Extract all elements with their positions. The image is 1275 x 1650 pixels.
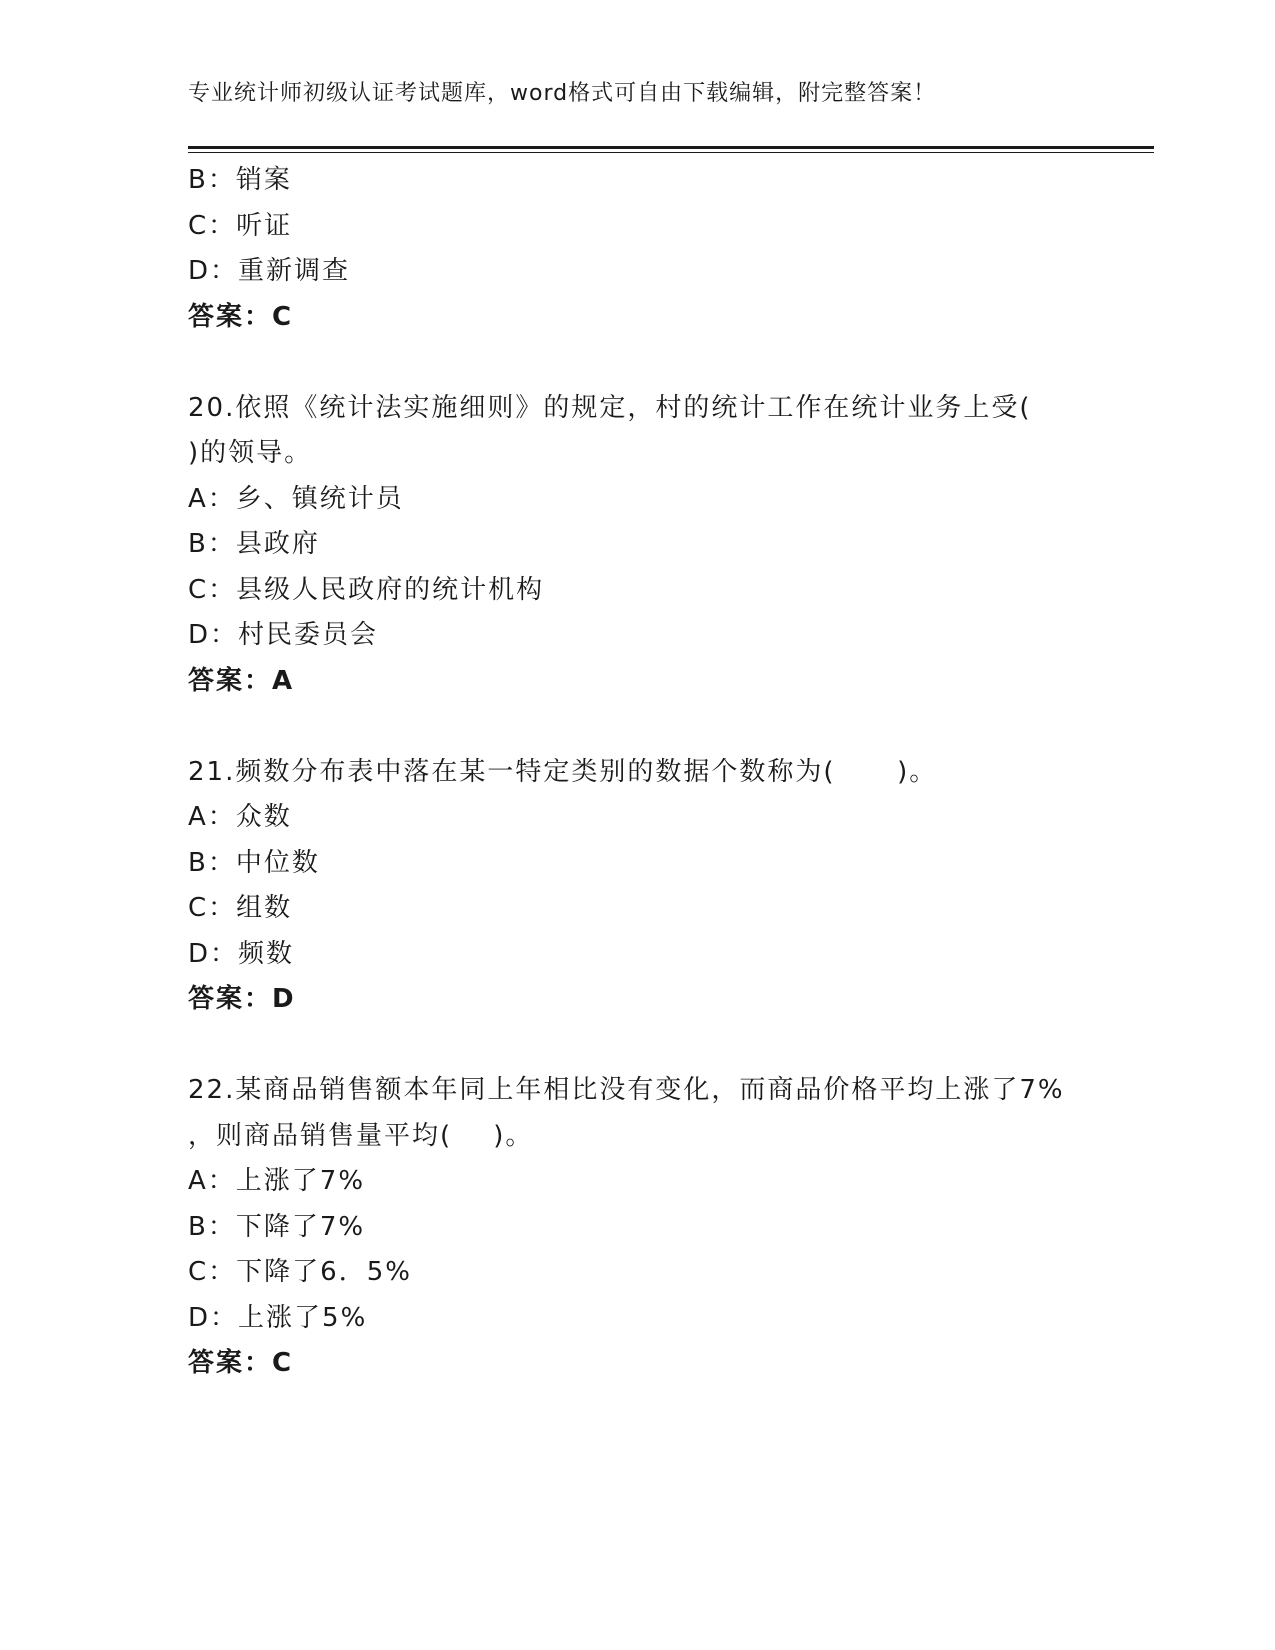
- answer-line: 答案：D: [188, 984, 296, 1014]
- option-d: D：重新调查: [188, 256, 351, 286]
- option-c: C：听证: [188, 210, 293, 241]
- question-stem: 22.某商品销售额本年同上年相比没有变化，而商品价格平均上涨了7%: [188, 1075, 1065, 1105]
- option-b: B：中位数: [188, 847, 320, 878]
- option-c: C：组数: [188, 893, 293, 923]
- option-d: D：上涨了5%: [188, 1302, 368, 1333]
- header-rule-thick: [188, 146, 1154, 149]
- header-rule-thin: [188, 152, 1154, 153]
- option-a: A：上涨了7%: [188, 1166, 366, 1196]
- question-20: [188, 386, 1088, 705]
- question-stem: ，则商品销售量平均( )。: [188, 1120, 534, 1151]
- answer-line: 答案：C: [188, 1348, 294, 1378]
- option-c: C：下降了6．5%: [188, 1257, 412, 1287]
- option-c: C：县级人民政府的统计机构: [188, 574, 545, 605]
- spacer: [188, 704, 1088, 750]
- answer-line: 答案：A: [188, 665, 295, 696]
- question-stem: 20.依照《统计法实施细则》的规定，村的统计工作在统计业务上受(: [188, 392, 1032, 423]
- option-b: B：县政府: [188, 529, 320, 559]
- question-22: [188, 1068, 1088, 1387]
- answer-line: 答案：C: [188, 301, 294, 332]
- option-d: D：村民委员会: [188, 620, 379, 650]
- option-a: A：乡、镇统计员: [188, 483, 404, 514]
- question-stem: 21.频数分布表中落在某一特定类别的数据个数称为( )。: [188, 756, 938, 787]
- option-b: B：下降了7%: [188, 1211, 366, 1242]
- option-b: B：销案: [188, 165, 292, 195]
- prev-question-block: [188, 158, 1088, 340]
- question-21: [188, 750, 1088, 1023]
- spacer: [188, 340, 1088, 386]
- option-a: A：众数: [188, 802, 292, 832]
- option-d: D：频数: [188, 938, 295, 969]
- question-stem: )的领导。: [188, 438, 313, 468]
- spacer: [188, 1023, 1088, 1069]
- question-content: [188, 158, 1088, 1387]
- page-header: 专业统计师初级认证考试题库，word格式可自由下载编辑，附完整答案！: [188, 81, 937, 106]
